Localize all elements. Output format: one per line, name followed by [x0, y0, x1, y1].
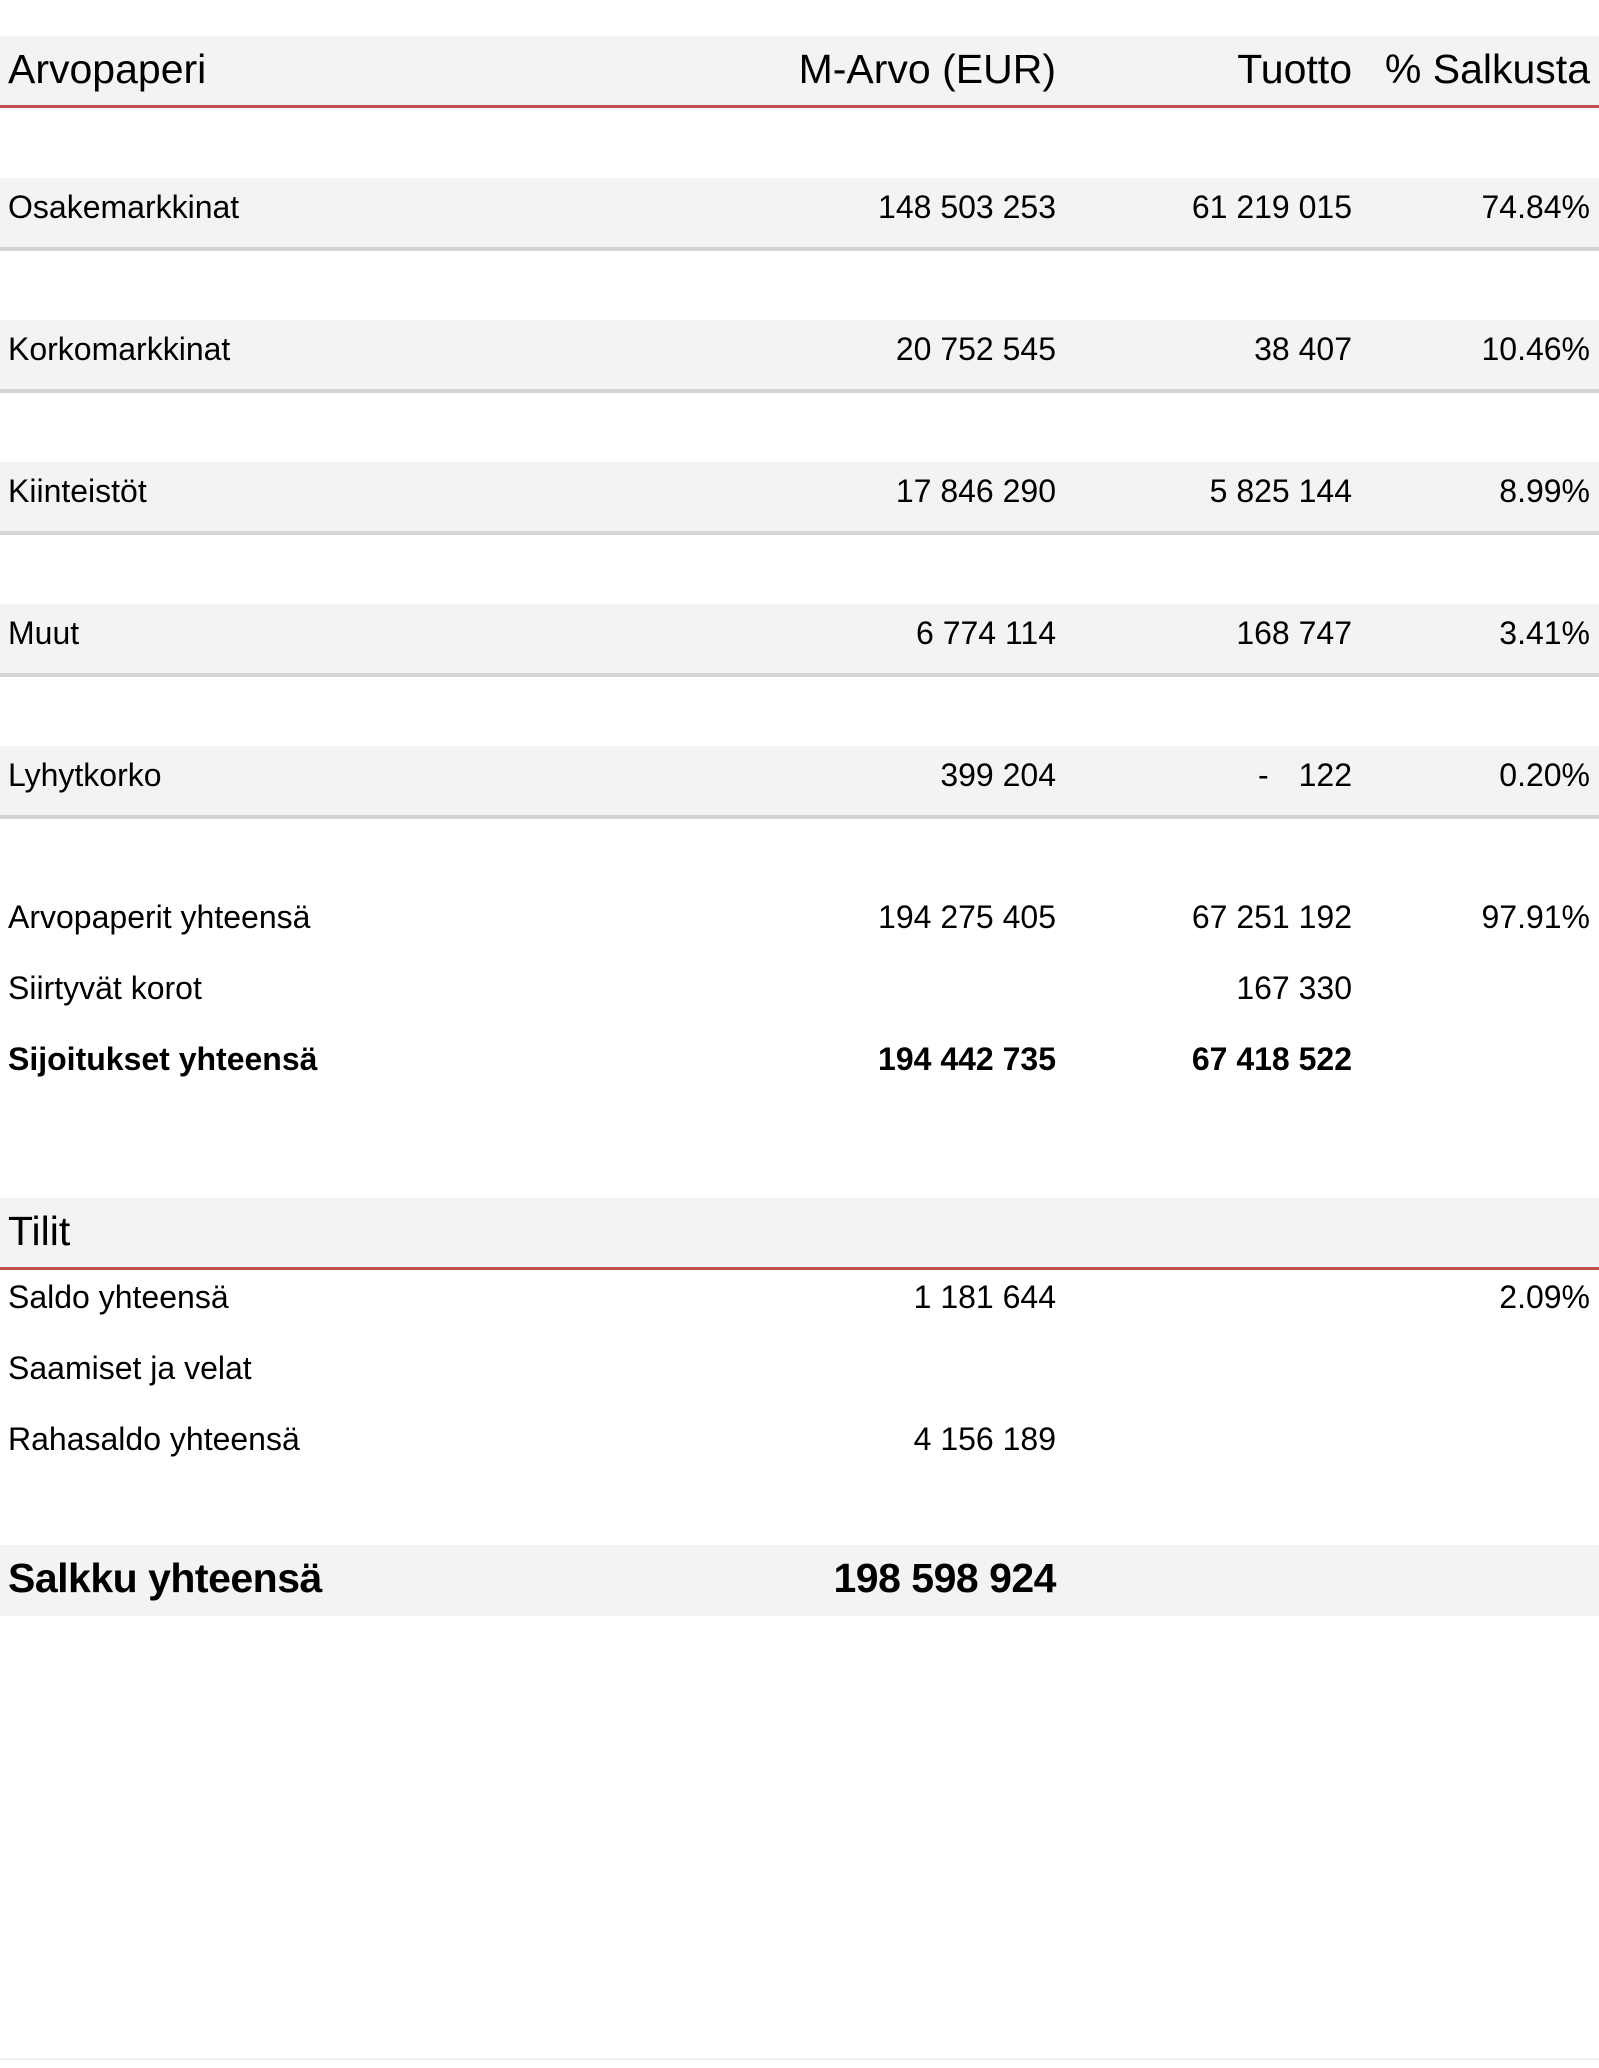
- row-market-value: 148 503 253: [878, 189, 1056, 225]
- header-share: % Salkusta: [1384, 46, 1590, 92]
- row-return: 122: [1298, 757, 1352, 793]
- investments-total-return: 67 418 522: [1191, 1041, 1352, 1077]
- header-market-value: M-Arvo (EUR): [798, 46, 1056, 92]
- securities-total-label: Arvopaperit yhteensä: [8, 899, 311, 935]
- row-name: Lyhytkorko: [8, 757, 162, 793]
- row-divider: [0, 389, 1599, 393]
- portfolio-total-value: 198 598 924: [833, 1555, 1056, 1601]
- table-row: [0, 320, 1599, 390]
- row-market-value: 6 774 114: [916, 615, 1056, 651]
- table-row: [0, 462, 1599, 532]
- row-market-value: 20 752 545: [895, 331, 1056, 367]
- securities-total-market-value: 194 275 405: [878, 899, 1056, 935]
- securities-total-return: 67 251 192: [1191, 899, 1352, 935]
- cash-total-value: 4 156 189: [913, 1421, 1056, 1457]
- investments-total-label: Sijoitukset yhteensä: [8, 1041, 318, 1077]
- row-market-value: 17 846 290: [895, 473, 1056, 509]
- row-return: 5 825 144: [1209, 473, 1352, 509]
- row-share: 74.84%: [1481, 189, 1590, 225]
- header-divider: [0, 105, 1599, 108]
- balance-total-share: 2.09%: [1499, 1279, 1590, 1315]
- portfolio-total-label: Salkku yhteensä: [8, 1555, 322, 1601]
- balance-total-label: Saldo yhteensä: [8, 1279, 229, 1315]
- securities-total-share: 97.91%: [1481, 899, 1590, 935]
- accounts-divider: [0, 1267, 1599, 1270]
- accounts-title: Tilit: [8, 1208, 71, 1254]
- table-row: [0, 178, 1599, 248]
- row-return: 168 747: [1236, 615, 1352, 651]
- row-share: 10.46%: [1481, 331, 1590, 367]
- table-row: [0, 604, 1599, 674]
- header-return: Tuotto: [1237, 46, 1352, 92]
- row-return: 61 219 015: [1191, 189, 1352, 225]
- row-name: Kiinteistöt: [8, 473, 147, 509]
- row-name: Korkomarkkinat: [8, 331, 231, 367]
- row-return-sign: -: [1258, 757, 1269, 793]
- accounts-header-band: [0, 1198, 1599, 1269]
- row-divider: [0, 815, 1599, 819]
- accrued-interest-label: Siirtyvät korot: [8, 970, 202, 1006]
- header-security: Arvopaperi: [8, 46, 207, 92]
- row-divider: [0, 247, 1599, 251]
- row-name: Osakemarkkinat: [8, 189, 240, 225]
- row-share: 8.99%: [1499, 473, 1590, 509]
- cash-total-label: Rahasaldo yhteensä: [8, 1421, 300, 1457]
- investments-total-market-value: 194 442 735: [878, 1041, 1056, 1077]
- balance-total-value: 1 181 644: [913, 1279, 1056, 1315]
- row-share: 3.41%: [1499, 615, 1590, 651]
- row-divider: [0, 531, 1599, 535]
- accrued-interest-return: 167 330: [1236, 970, 1352, 1006]
- row-divider: [0, 673, 1599, 677]
- row-name: Muut: [8, 615, 80, 651]
- row-market-value: 399 204: [940, 757, 1056, 793]
- row-return: 38 407: [1254, 331, 1352, 367]
- receivables-label: Saamiset ja velat: [8, 1350, 252, 1386]
- table-row: [0, 746, 1599, 816]
- page-footer-divider: [0, 2058, 1599, 2060]
- row-share: 0.20%: [1499, 757, 1590, 793]
